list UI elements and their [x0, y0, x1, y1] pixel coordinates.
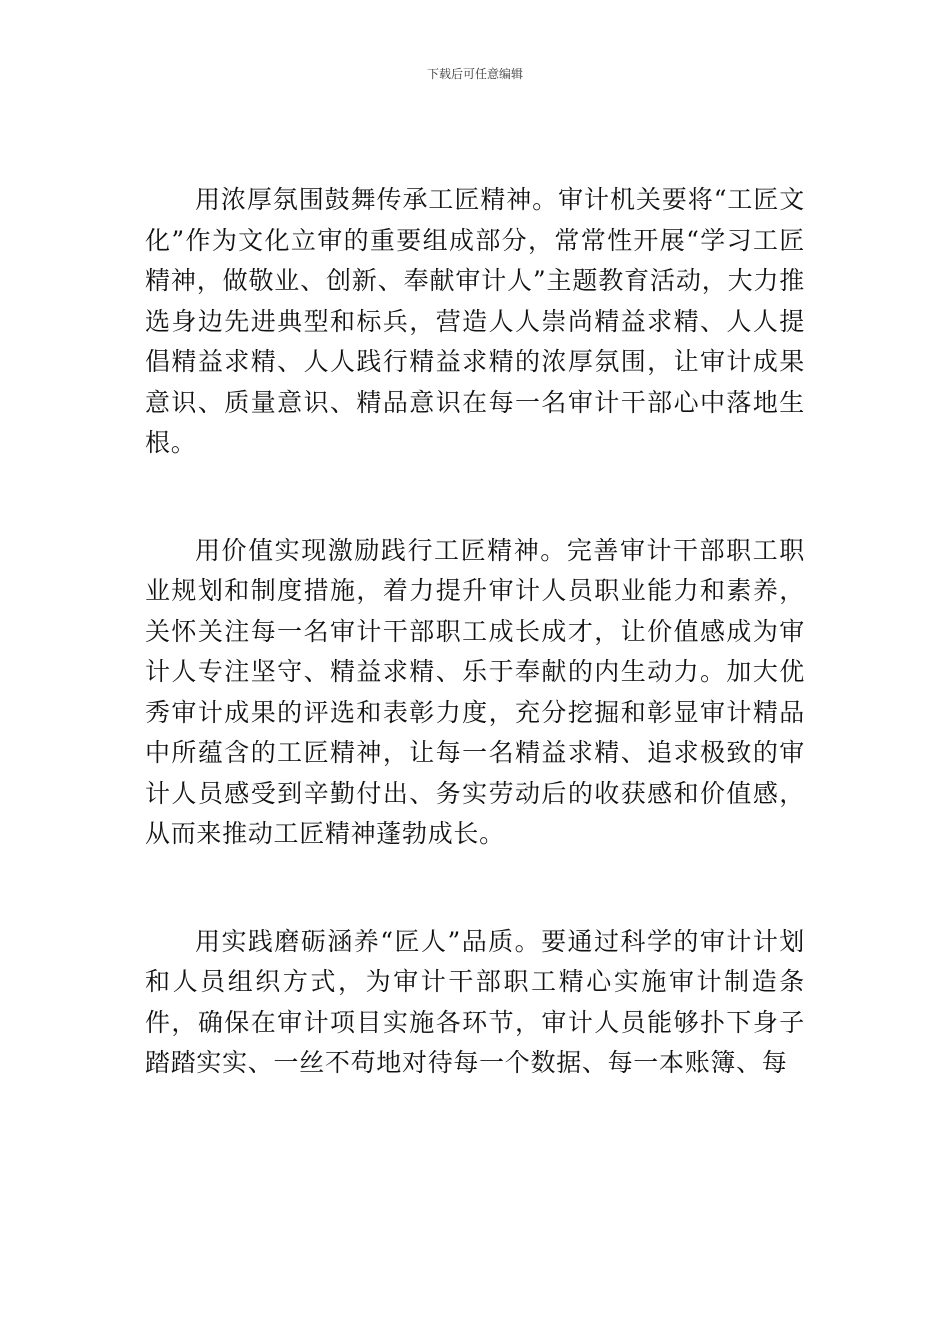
paragraph-3: 用实践磨砺涵养“匠人”品质。要通过科学的审计计划和人员组织方式，为审计干部职工精心实施审计制造条件，确保在审计项目实施各环节，审计人员能够扑下身子踏踏实实、一丝不苟地对待每一个数据、每一本账簿、每: [145, 926, 805, 1077]
document-body: [145, 180, 805, 1084]
paragraph-2: 用价值实现激励践行工匠精神。完善审计干部职工职业规划和制度措施，着力提升审计人员职业能力和素养，关怀关注每一名审计干部职工成长成才，让价值感成为审计人专注坚守、精益求精、乐于奉献的内生动力。加大优秀审计成果的评选和表彰力度，充分挖掘和彰显审计精品中所蕴含的工匠精神，让每一名精益求精、追求极致的审计人员感受到辛勤付出、务实劳动后的收获感和价值感，从而来推动工匠精神蓬勃成长。: [145, 535, 805, 848]
page-header: 下载后可任意编辑: [426, 67, 523, 81]
paragraph-1: 用浓厚氛围鼓舞传承工匠精神。审计机关要将“工匠文化”作为文化立审的重要组成部分，常常性开展“学习工匠精神，做敬业、创新、奉献审计人”主题教育活动，大力推选身边先进典型和标兵，营造人人崇尚精益求精、人人提倡精益求精、人人践行精益求精的浓厚氛围，让审计成果意识、质量意识、精品意识在每一名审计干部心中落地生根。: [145, 185, 805, 457]
